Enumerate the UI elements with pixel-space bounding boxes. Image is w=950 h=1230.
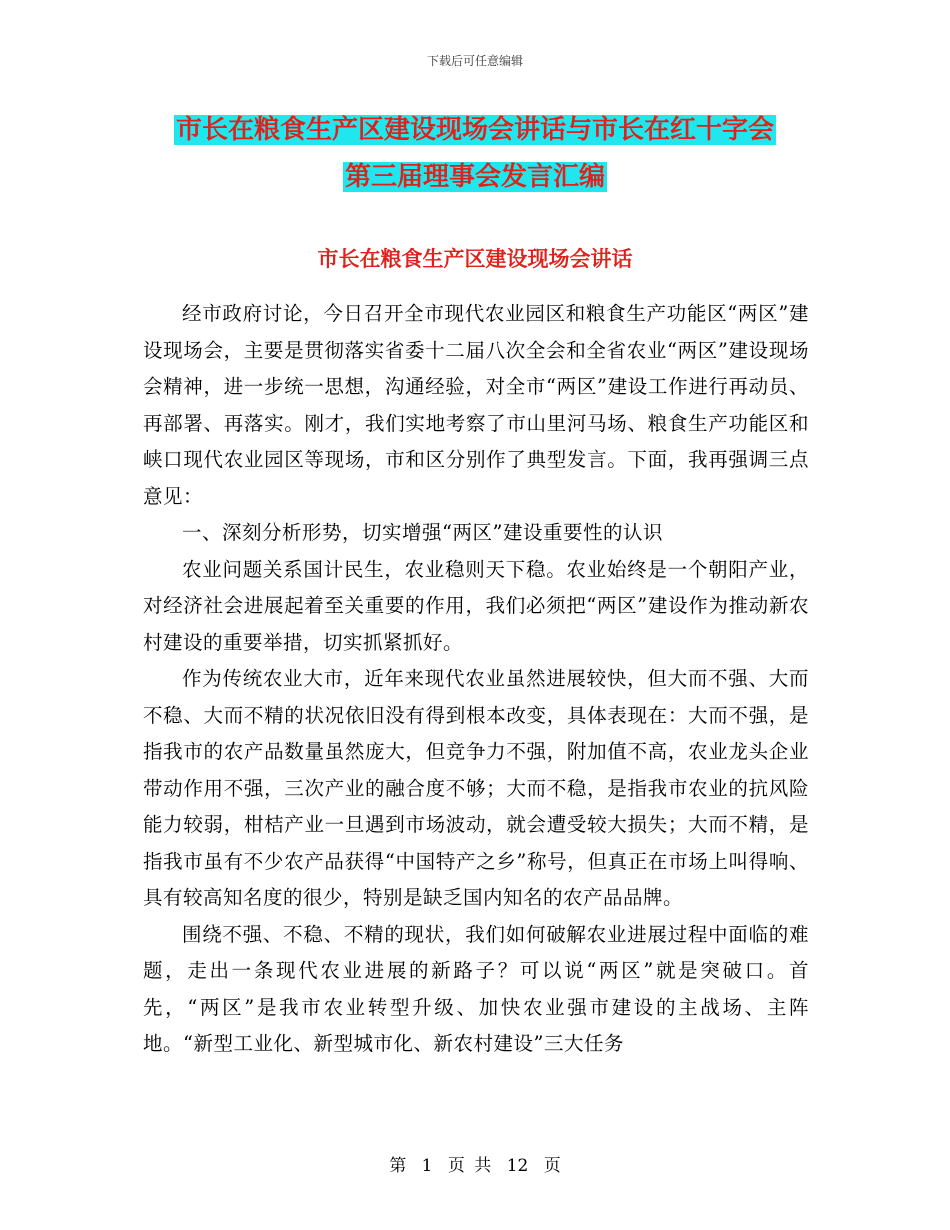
title-highlight-1: 市长在粮食生产区建设现场会讲话与市长在红十字会	[175, 115, 774, 145]
document-title-line-2	[0, 159, 950, 195]
page-number: 1	[421, 1156, 433, 1176]
footer-middle: 页 共	[447, 1156, 492, 1176]
paragraph-heading: 一、深刻分析形势，切实增强“两区”建设重要性的认识	[182, 521, 663, 544]
page-footer	[0, 1155, 950, 1177]
title-highlight-2: 第三届理事会发言汇编	[344, 162, 605, 192]
footer-suffix: 页	[543, 1156, 561, 1176]
section-title: 市长在粮食生产区建设现场会讲话	[317, 247, 633, 271]
document-body	[143, 296, 809, 1063]
footer-prefix: 第	[389, 1156, 407, 1176]
paragraph: 经市政府讨论，今日召开全市现代农业园区和粮食生产功能区“两区”建设现场会，主要是贯彻落实省委十二届八次全会和全省农业“两区”建设现场会精神，进一步统一思想，沟通经验，对全市“两区”建设工作进行再动员、再部署、再落实。刚才，我们实地考察了市山里河马场、粮食生产功能区和峡口现代农业园区等现场，市和区分别作了典型发言。下面，我再强调三点意见：	[143, 302, 809, 508]
paragraph: 围绕不强、不稳、不精的现状，我们如何破解农业进展过程中面临的难题，走出一条现代农业进展的新路子？可以说“两区”就是突破口。首先，“两区”是我市农业转型升级、加快农业强市建设的主战场、主阵地。“新型工业化、新型城市化、新农村建设”三大任务	[143, 922, 809, 1055]
header-note: 下载后可任意编辑	[426, 54, 523, 68]
paragraph: 作为传统农业大市，近年来现代农业虽然进展较快，但大而不强、大而不稳、大而不精的状况依旧没有得到根本改变，具体表现在：大而不强，是指我市的农产品数量虽然庞大，但竞争力不强，附加值不高，农业龙头企业带动作用不强，三次产业的融合度不够；大而不稳，是指我市农业的抗风险能力较弱，柑桔产业一旦遇到市场波动，就会遭受较大损失；大而不精，是指我市虽有不少农产品获得“中国特产之乡”称号，但真正在市场上叫得响、具有较高知名度的很少，特别是缺乏国内知名的农产品品牌。	[143, 667, 809, 909]
paragraph: 农业问题关系国计民生，农业稳则天下稳。农业始终是一个朝阳产业，对经济社会进展起着至关重要的作用，我们必须把“两区”建设作为推动新农村建设的重要举措，切实抓紧抓好。	[143, 557, 809, 654]
total-pages: 12	[506, 1156, 529, 1176]
document-title-line-1	[0, 112, 950, 148]
